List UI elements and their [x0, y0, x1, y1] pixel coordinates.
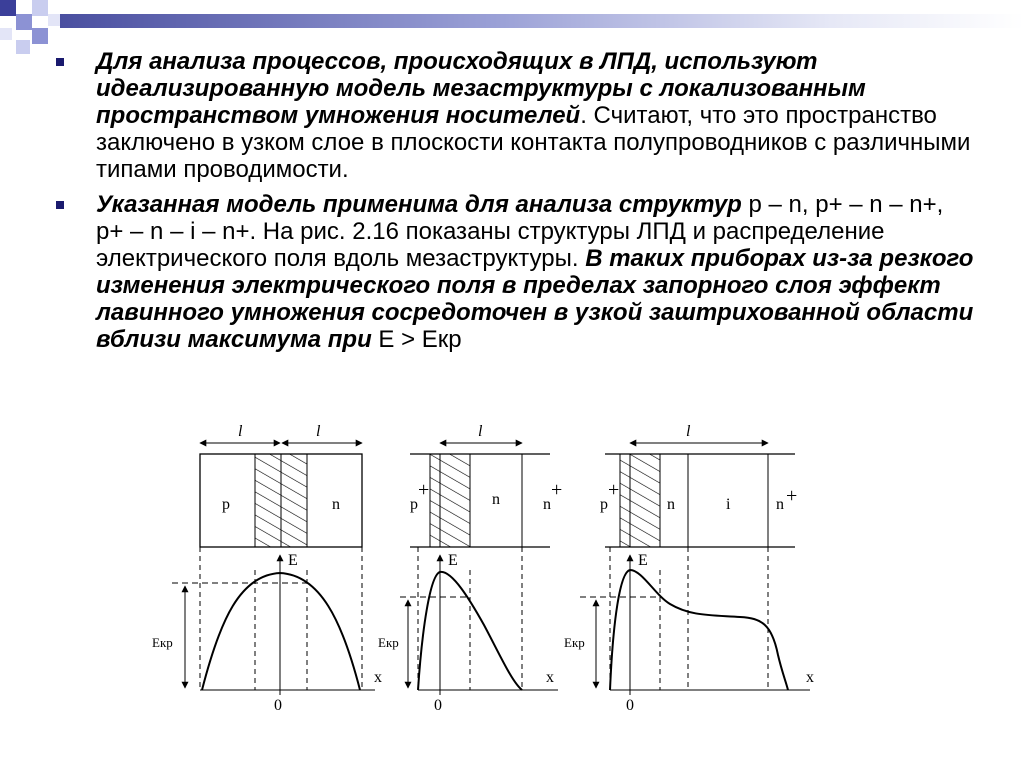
title-bar-gradient	[60, 14, 1024, 28]
region-label-n-plus: n	[776, 496, 784, 513]
region-sup-plus: +	[418, 479, 430, 501]
dimension-label: l	[238, 423, 243, 440]
region-sup-plus: +	[786, 485, 798, 507]
figure-lpd-structures	[150, 420, 840, 720]
critical-field-label: Eкр	[152, 635, 173, 650]
region-label-p: p	[600, 496, 608, 513]
square-bullet-icon	[56, 201, 64, 209]
region-label-p: p	[410, 496, 418, 513]
deco-square-6	[48, 14, 60, 26]
bullet-item-1	[56, 48, 976, 183]
field-curve	[202, 573, 360, 690]
paragraph-1	[96, 48, 976, 183]
deco-square-1	[0, 0, 16, 16]
paragraph-1-text: . Считают, что это пространство заключено в узком слое в плоскости контакта полупроводников с различными типами проводимости.	[96, 102, 971, 183]
origin-label: 0	[274, 697, 282, 714]
bullet-item-2	[56, 191, 976, 353]
deco-square-5	[16, 40, 30, 54]
paragraph-1-emphasis: Для анализа процессов, происходящих в ЛПД, используют идеализированную модель мезаструктуры с локализованным пространством умножения носителей	[96, 48, 866, 129]
figure-svg	[150, 420, 840, 720]
critical-field-label: Eкр	[378, 635, 399, 650]
axis-x-label: x	[806, 669, 814, 686]
panel-2-p-n-n	[378, 423, 562, 714]
region-label-n-plus: n	[543, 496, 551, 513]
region-label-n: n	[332, 496, 340, 513]
paragraph-2	[96, 191, 976, 353]
region-sup-plus: +	[551, 479, 563, 501]
deco-square-4	[32, 28, 48, 44]
slide-text-content	[56, 48, 976, 361]
paragraph-2-emphasis-2: В таких приборах из-за резкого изменения электрического поля в пределах запорного слоя эффект лавинного умножения сосредоточен в узкой заштрихованной области вблизи максимума при	[96, 245, 974, 353]
dimension-label: l	[316, 423, 321, 440]
region-label-n: n	[667, 496, 675, 513]
origin-label: 0	[626, 697, 634, 714]
deco-square-3	[32, 0, 48, 16]
dimension-label: l	[478, 423, 483, 440]
panel-1-p-n	[152, 423, 382, 714]
paragraph-2-text: p – n, p+ – n – n+, p+ – n – i – n+. На рис. 2.16 показаны структуры ЛПД и распределение электрического поля вдоль мезаструктуры.	[96, 191, 944, 272]
deco-square-2	[16, 14, 32, 30]
region-label-p: p	[222, 496, 230, 513]
region-label-i: i	[726, 496, 731, 513]
axis-x-label: x	[546, 669, 554, 686]
dimension-label: l	[686, 423, 691, 440]
origin-label: 0	[434, 697, 442, 714]
square-bullet-icon	[56, 58, 64, 66]
field-curve	[610, 570, 788, 690]
axis-e-label: E	[288, 552, 298, 569]
multiplication-region-hatch	[620, 454, 660, 547]
region-sup-plus: +	[608, 479, 620, 501]
multiplication-region-hatch	[430, 454, 470, 547]
axis-e-label: E	[638, 552, 648, 569]
region-label-n: n	[492, 491, 500, 508]
paragraph-2-text-2: E > Eкр	[371, 326, 462, 353]
panel-3-p-n-i-n	[564, 423, 814, 714]
axis-e-label: E	[448, 552, 458, 569]
axis-x-label: x	[374, 669, 382, 686]
critical-field-label: Eкр	[564, 635, 585, 650]
deco-square-7	[0, 28, 12, 40]
paragraph-2-emphasis: Указанная модель применима для анализа структур	[96, 191, 742, 218]
